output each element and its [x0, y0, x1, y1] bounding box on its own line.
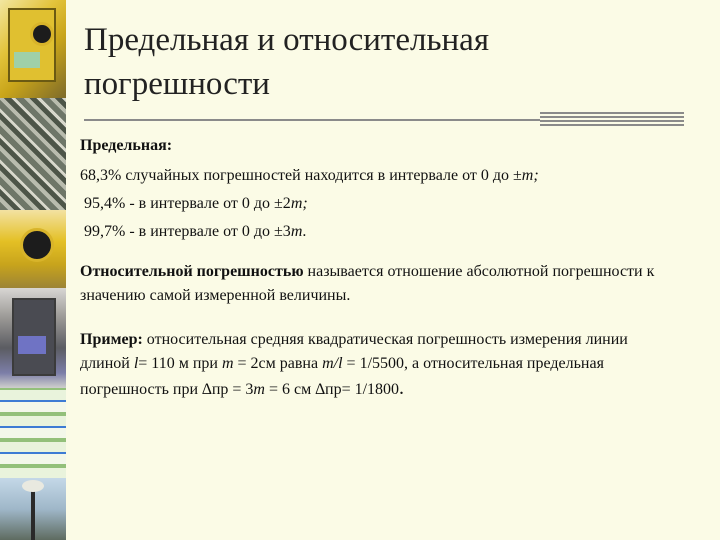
interval-line-1: 68,3% случайных погрешностей находится в интервале от 0 до ±m;	[80, 167, 539, 184]
title-underline	[84, 119, 540, 121]
title-underline-bar	[540, 112, 684, 128]
title-line-2: погрешности	[84, 66, 270, 102]
total-station-photo	[0, 0, 66, 98]
interval-line-3: 99,7% - в интервале от 0 до ±3m.	[84, 223, 307, 240]
defined-term: Относительной погрешностью	[80, 263, 304, 280]
example-label: Пример:	[80, 331, 143, 348]
m-variable: m;	[521, 167, 539, 184]
section-heading-limit: Предельная:	[80, 137, 173, 154]
tripod-photo	[0, 478, 66, 540]
interval-line-2: 95,4% - в интервале от 0 до ±2m;	[84, 195, 308, 212]
electronic-theodolite-photo	[0, 288, 66, 388]
slide-title	[84, 18, 684, 106]
example-paragraph: Пример: относительная средняя квадратическая погрешность измерения линии длиной l= 110 м при m = 2см равна m/l = 1/5500, а относительная предельная погрешность при ∆пр = 3m = 6 см ∆пр= 1/1800.	[80, 331, 628, 399]
slide-body	[80, 134, 680, 402]
level-instrument-photo	[0, 210, 66, 288]
aerial-city-photo	[0, 98, 66, 210]
decorative-photo-strip	[0, 0, 66, 540]
m-variable: m	[290, 223, 303, 240]
title-line-1: Предельная и относительная	[84, 22, 489, 58]
relative-error-definition: Относительной погрешностью называется отношение абсолютной погрешности к значению самой измеренной величины.	[80, 263, 655, 304]
map-fragment-image	[0, 388, 66, 478]
m-variable: m;	[290, 195, 308, 212]
